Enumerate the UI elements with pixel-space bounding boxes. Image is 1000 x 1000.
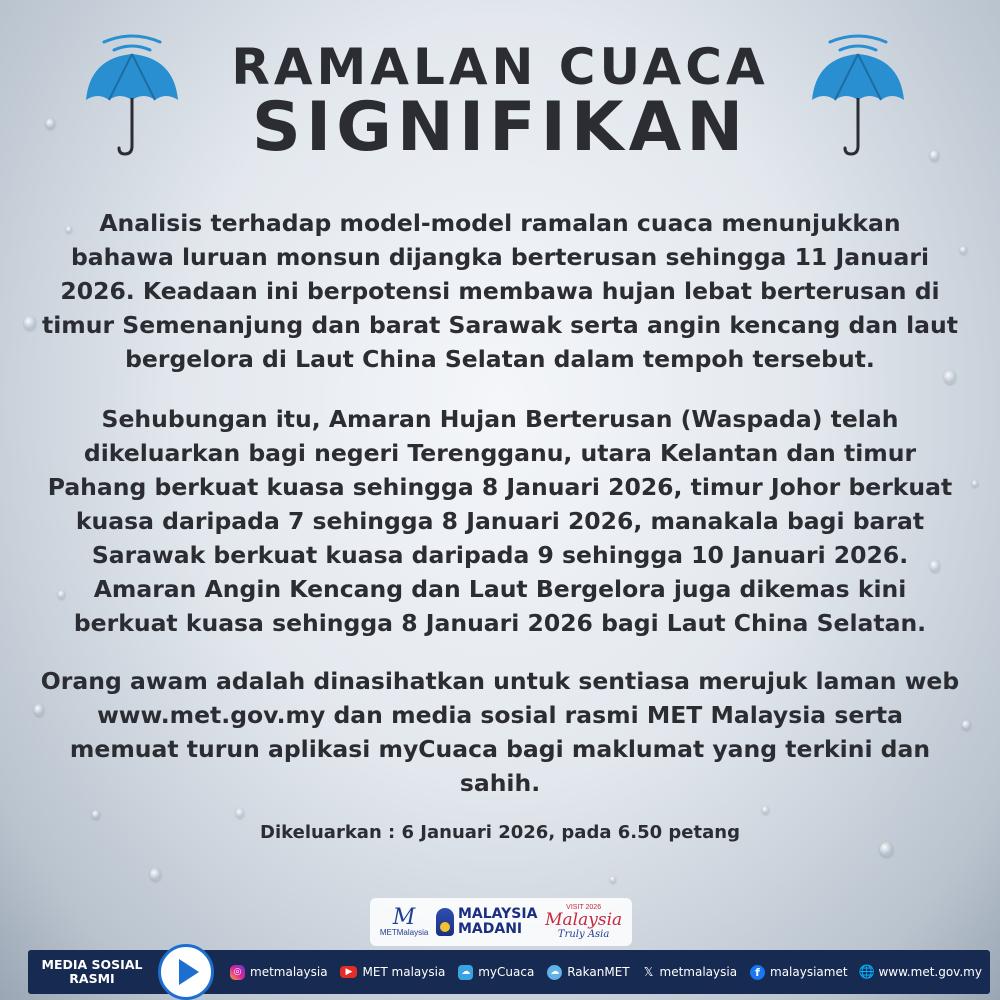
paragraph-advice <box>40 664 960 800</box>
text-line: Sehubungan itu, Amaran Hujan Berterusan (Waspada) telah <box>101 405 899 433</box>
malaysia-madani-logo: MALAYSIA MADANI <box>436 907 537 937</box>
text-line: berkuat kuasa sehingga 8 Januari 2026 bagi Laut China Selatan. <box>73 609 927 637</box>
visit-malaysia-logo: VISIT 2026 Malaysia Truly Asia <box>545 904 623 940</box>
text-line: Orang awam adalah dinasihatkan untuk sentiasa merujuk laman web <box>40 667 960 695</box>
madani-hand-icon <box>436 908 454 936</box>
social-link-x[interactable]: 𝕏 metmalaysia <box>643 965 738 979</box>
x-icon: 𝕏 <box>643 965 654 979</box>
social-links <box>230 950 982 994</box>
text-line: kuasa daripada 7 sehingga 8 Januari 2026, manakala bagi barat <box>75 507 925 535</box>
text-line: Pahang berkuat kuasa sehingga 8 Januari 2026, timur Johor berkuat <box>47 473 953 501</box>
text-line: bahawa luruan monsun dijangka berterusan sehingga 11 Januari <box>70 243 930 271</box>
rakanmet-icon: ☁ <box>547 965 562 980</box>
page-title-line-1: RAMALAN CUACA <box>231 38 769 96</box>
text-line: bergelora di Laut China Selatan dalam tempoh tersebut. <box>125 345 875 373</box>
instagram-icon: ◎ <box>230 965 245 980</box>
youtube-icon: ▶ <box>340 966 357 978</box>
social-link-rakanmet[interactable]: ☁ RakanMET <box>547 965 629 980</box>
social-link-mycuaca[interactable]: ☁ myCuaca <box>458 965 534 980</box>
footer-label: MEDIA SOSIAL RASMI <box>41 957 143 986</box>
met-malaysia-logo: M METMalaysia <box>379 904 429 937</box>
text-line: Analisis terhadap model-model ramalan cuaca menunjukkan <box>99 209 901 237</box>
text-line: Sarawak berkuat kuasa daripada 9 sehingga 10 Januari 2026. <box>91 541 909 569</box>
paragraph-analysis <box>40 206 960 376</box>
text-line: memuat turun aplikasi myCuaca bagi maklumat yang terkini dan <box>69 735 931 763</box>
text-line: Amaran Angin Kencang dan Laut Bergelora juga dikemas kini <box>93 575 907 603</box>
social-link-facebook[interactable]: f malaysiamet <box>750 965 848 980</box>
text-line: sahih. <box>459 769 541 797</box>
social-media-footer <box>28 950 990 994</box>
text-line: www.met.gov.my dan media sosial rasmi MET Malaysia serta <box>97 701 903 729</box>
issued-date: Dikeluarkan : 6 Januari 2026, pada 6.50 petang <box>260 822 740 843</box>
partner-logos <box>370 898 632 946</box>
social-link-website[interactable]: 🌐 www.met.gov.my <box>858 964 982 980</box>
social-link-instagram[interactable]: ◎ metmalaysia <box>230 965 328 980</box>
social-link-youtube[interactable]: ▶ MET malaysia <box>340 965 445 979</box>
text-line: timur Semenanjung dan barat Sarawak serta angin kencang dan laut <box>42 311 958 339</box>
text-line: dikeluarkan bagi negeri Terengganu, utara Kelantan dan timur <box>83 439 917 467</box>
text-line: 2026. Keadaan ini berpotensi membawa hujan lebat berterusan di <box>60 277 940 305</box>
facebook-icon: f <box>750 965 765 980</box>
paragraph-warnings <box>40 402 960 640</box>
globe-icon: 🌐 <box>858 964 876 980</box>
play-icon <box>158 944 214 1000</box>
page-title-line-2: SIGNIFIKAN <box>251 88 749 167</box>
app-icon: ☁ <box>458 965 473 980</box>
